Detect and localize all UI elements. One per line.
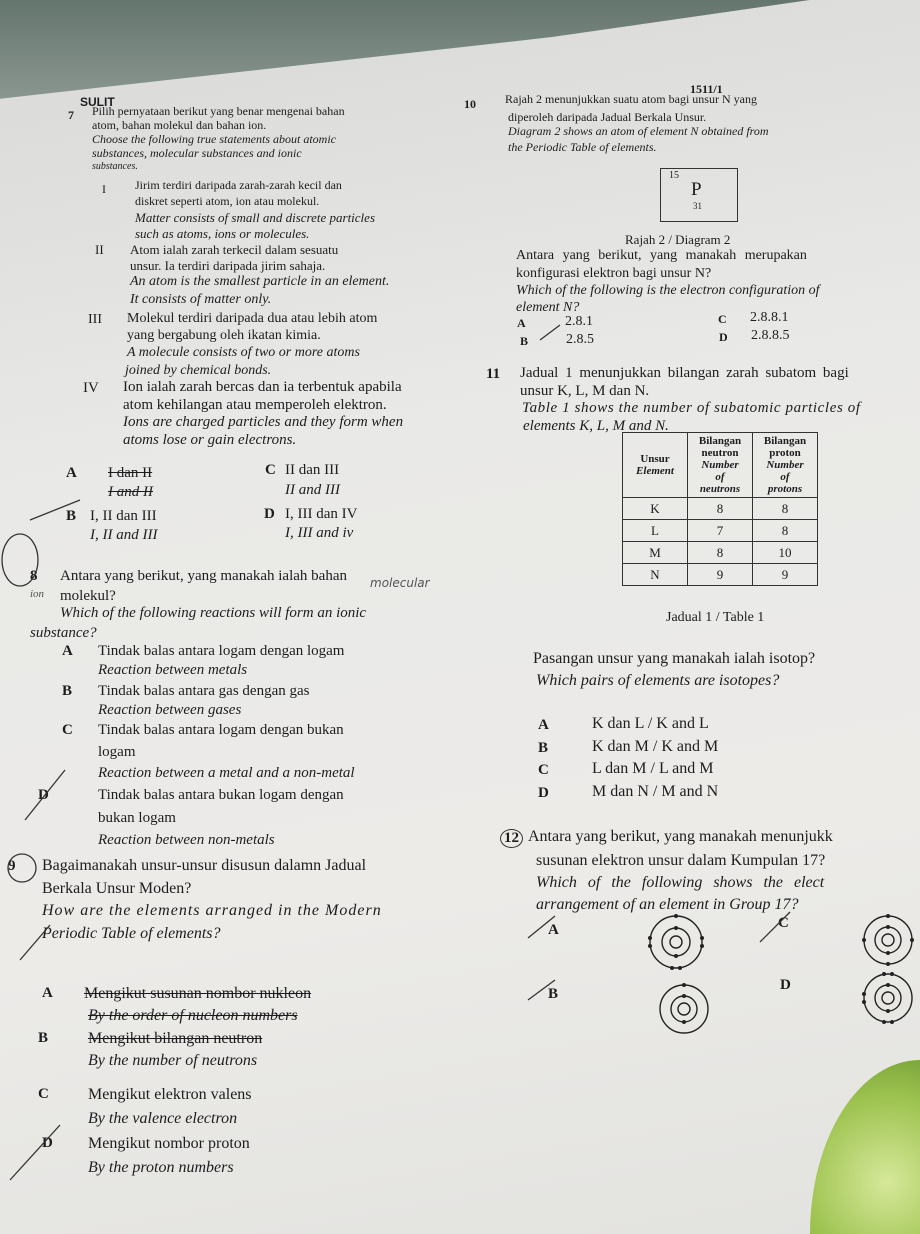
question-en: element N? xyxy=(516,300,580,315)
option-c-value[interactable]: 2.8.8.1 xyxy=(750,310,789,325)
prompt-ms: diperoleh daripada Jadual Berkala Unsur. xyxy=(508,110,707,124)
option-d-letter[interactable]: D xyxy=(538,785,549,801)
statement-ms: yang bergabung oleh ikatan kimia. xyxy=(127,328,321,343)
question-ms: Antara yang berikut, yang manakah merupakan xyxy=(516,248,807,263)
table-row: L 7 8 xyxy=(623,520,818,542)
question-number: 7 xyxy=(68,108,74,122)
prompt-ms: Jadual 1 menunjukkan bilangan zarah subatom bagi xyxy=(520,365,849,381)
question-number: 9 xyxy=(8,858,16,874)
statement-num: I xyxy=(102,182,106,196)
statement-en: Matter consists of small and discrete particles xyxy=(135,210,375,225)
option-b-letter[interactable]: B xyxy=(62,683,73,699)
statement-ms: Atom ialah zarah terkecil dalam sesuatu xyxy=(130,242,339,257)
prompt-en: elements K, L, M and N. xyxy=(523,418,669,434)
table-row: K 8 8 xyxy=(623,498,818,520)
option-d-value[interactable]: M dan N / M and N xyxy=(592,783,719,800)
prompt-en: Choose the following true statements about atomic xyxy=(92,132,336,146)
option-d-letter[interactable]: D xyxy=(719,330,728,344)
prompt-en: Which of the following shows the elect xyxy=(536,874,825,891)
prompt-en: How are the elements arranged in the Modern xyxy=(42,902,382,919)
question-number: 10 xyxy=(464,97,476,111)
element-symbol: P xyxy=(691,179,702,200)
handwritten-note: ion xyxy=(30,588,45,600)
prompt-en: Table 1 shows the number of subatomic particles of xyxy=(522,400,861,416)
table-caption: Jadual 1 / Table 1 xyxy=(666,610,765,625)
question-number: 12 xyxy=(500,829,523,848)
table-row: N 9 9 xyxy=(623,564,818,586)
option-c-ms[interactable]: II dan III xyxy=(285,462,340,478)
statement-en: It consists of matter only. xyxy=(130,292,272,307)
header-neutrons: Bilangan neutron Number of neutrons xyxy=(688,433,753,498)
option-d-ms[interactable]: Mengikut nombor proton xyxy=(88,1135,250,1152)
statement-ms: atom kehilangan atau memperoleh elektron. xyxy=(123,397,387,413)
option-d-value[interactable]: 2.8.8.5 xyxy=(751,328,790,343)
option-c-value[interactable]: L dan M / L and M xyxy=(592,760,714,777)
option-a-letter[interactable]: A xyxy=(548,922,559,938)
prompt-ms: Pilih pernyataan berikut yang benar mengenai bahan xyxy=(92,104,345,118)
option-b-en: I, II and III xyxy=(90,527,158,543)
option-c-ms[interactable]: Mengikut elektron valens xyxy=(88,1086,252,1103)
option-a-ms[interactable]: Tindak balas antara logam dengan logam xyxy=(98,643,345,659)
nucleon-number: 31 xyxy=(693,201,702,211)
prompt-ms: molekul? xyxy=(60,588,116,604)
statement-en: joined by chemical bonds. xyxy=(125,363,272,378)
option-a-letter[interactable]: A xyxy=(517,316,526,330)
option-d-en: By the proton numbers xyxy=(88,1159,234,1176)
prompt-ms: Berkala Unsur Moden? xyxy=(42,880,192,897)
question-ms: konfigurasi elektron bagi unsur N? xyxy=(516,266,712,281)
option-b-letter[interactable]: B xyxy=(38,1030,49,1046)
statement-en: A molecule consists of two or more atoms xyxy=(127,345,360,360)
option-b-letter[interactable]: B xyxy=(548,986,559,1002)
statement-ms: Molekul terdiri daripada dua atau lebih atom xyxy=(127,311,378,326)
option-c-letter[interactable]: C xyxy=(62,722,73,738)
option-d-letter[interactable]: D xyxy=(780,977,791,993)
prompt-ms: Antara yang berikut, yang manakah menunjukk xyxy=(528,828,833,845)
prompt-en: Periodic Table of elements? xyxy=(42,925,221,942)
option-a-en: Reaction between metals xyxy=(98,662,248,678)
header-protons: Bilangan proton Number of protons xyxy=(753,433,818,498)
table-row: M 8 10 xyxy=(623,542,818,564)
statement-ms: diskret seperti atom, ion atau molekul. xyxy=(135,194,320,208)
option-a-en: I and II xyxy=(108,484,153,500)
prompt-en: Which of the following reactions will form an ionic xyxy=(60,605,367,621)
option-a-value[interactable]: 2.8.1 xyxy=(565,314,593,329)
option-c-ms: logam xyxy=(98,744,136,760)
option-b-letter[interactable]: B xyxy=(520,334,529,348)
statement-en: such as atoms, ions or molecules. xyxy=(135,226,310,241)
header-sulit: SULIT xyxy=(80,95,115,109)
option-d-ms[interactable]: I, III dan IV xyxy=(285,506,358,522)
prompt-en: Diagram 2 shows an atom of element N obtained from xyxy=(508,124,769,138)
option-d-letter[interactable]: D xyxy=(38,787,49,803)
option-a-letter[interactable]: A xyxy=(66,465,77,481)
option-b-letter[interactable]: B xyxy=(66,508,77,524)
option-a-letter[interactable]: A xyxy=(42,985,53,1001)
proton-number: 15 xyxy=(669,170,679,181)
option-a-letter[interactable]: A xyxy=(538,717,549,733)
statement-ms: Jirim terdiri daripada zarah-zarah kecil dan xyxy=(135,178,342,192)
option-b-ms[interactable]: I, II dan III xyxy=(90,508,157,524)
statement-en: atoms lose or gain electrons. xyxy=(123,432,297,448)
question-en: Which pairs of elements are isotopes? xyxy=(536,672,780,689)
option-c-letter[interactable]: C xyxy=(718,312,727,326)
option-d-en: Reaction between non-metals xyxy=(98,832,275,848)
prompt-ms: Bagaimanakah unsur-unsur disusun dalamn Jadual xyxy=(42,857,367,874)
prompt-en: substance? xyxy=(30,625,97,641)
option-a-ms[interactable]: I dan II xyxy=(108,465,153,481)
prompt-ms: atom, bahan molekul dan bahan ion. xyxy=(92,118,267,132)
option-c-letter[interactable]: C xyxy=(778,915,789,931)
option-d-en: I, III and iv xyxy=(285,525,354,541)
statement-en: Ions are charged particles and they form when xyxy=(123,414,404,430)
option-d-ms: bukan logam xyxy=(98,810,176,826)
option-b-en: Reaction between gases xyxy=(98,702,242,718)
statement-num: IV xyxy=(83,380,99,396)
handwritten-note: molecular xyxy=(370,576,430,590)
diagram-caption: Rajah 2 / Diagram 2 xyxy=(625,232,731,247)
prompt-en: arrangement of an element in Group 17? xyxy=(536,896,799,913)
option-a-ms[interactable]: Mengikut susunan nombor nukleon xyxy=(84,985,312,1002)
prompt-en: substances. xyxy=(92,161,138,172)
option-b-ms[interactable]: Mengikut bilangan neutron xyxy=(88,1030,263,1047)
option-c-en: II and III xyxy=(285,482,340,498)
option-c-en: By the valence electron xyxy=(88,1110,238,1127)
option-a-value[interactable]: K dan L / K and L xyxy=(592,715,709,732)
prompt-ms: Antara yang berikut, yang manakah ialah bahan xyxy=(60,568,347,584)
prompt-ms: unsur K, L, M dan N. xyxy=(520,383,650,399)
option-a-en: By the order of nucleon numbers xyxy=(88,1007,298,1024)
option-c-letter[interactable]: C xyxy=(38,1086,49,1102)
question-en: Which of the following is the electron configuration of xyxy=(516,283,820,298)
prompt-ms: Rajah 2 menunjukkan suatu atom bagi unsur N yang xyxy=(505,92,757,106)
option-b-en: By the number of neutrons xyxy=(88,1052,258,1069)
option-a-letter[interactable]: A xyxy=(62,643,73,659)
header-element: Unsur Element xyxy=(623,433,688,498)
statement-num: II xyxy=(95,242,104,257)
option-c-ms[interactable]: Tindak balas antara logam dengan bukan xyxy=(98,722,344,738)
prompt-ms: susunan elektron unsur dalam Kumpulan 17? xyxy=(536,852,826,869)
option-d-ms[interactable]: Tindak balas antara bukan logam dengan xyxy=(98,787,344,803)
option-d-letter[interactable]: D xyxy=(264,506,275,522)
option-c-en: Reaction between a metal and a non-metal xyxy=(98,765,355,781)
statement-ms: unsur. Ia terdiri daripada jirim sahaja. xyxy=(130,258,326,273)
header-code: 1511/1 xyxy=(690,82,723,96)
statement-en: An atom is the smallest particle in an element. xyxy=(130,274,390,289)
statement-ms: Ion ialah zarah bercas dan ia terbentuk apabila xyxy=(123,379,402,395)
question-number: 8 xyxy=(30,568,38,584)
option-d-letter[interactable]: D xyxy=(42,1135,53,1151)
prompt-en: substances, molecular substances and ionic xyxy=(92,146,302,160)
question-ms: Pasangan unsur yang manakah ialah isotop? xyxy=(533,650,816,667)
option-b-value[interactable]: 2.8.5 xyxy=(566,332,594,347)
option-c-letter[interactable]: C xyxy=(538,762,549,778)
option-b-letter[interactable]: B xyxy=(538,740,549,756)
question-number: 11 xyxy=(486,366,501,382)
option-b-ms[interactable]: Tindak balas antara gas dengan gas xyxy=(98,683,310,699)
option-b-value[interactable]: K dan M / K and M xyxy=(592,738,719,755)
option-c-letter[interactable]: C xyxy=(265,462,276,478)
prompt-en: the Periodic Table of elements. xyxy=(508,140,657,154)
statement-num: III xyxy=(88,312,102,327)
